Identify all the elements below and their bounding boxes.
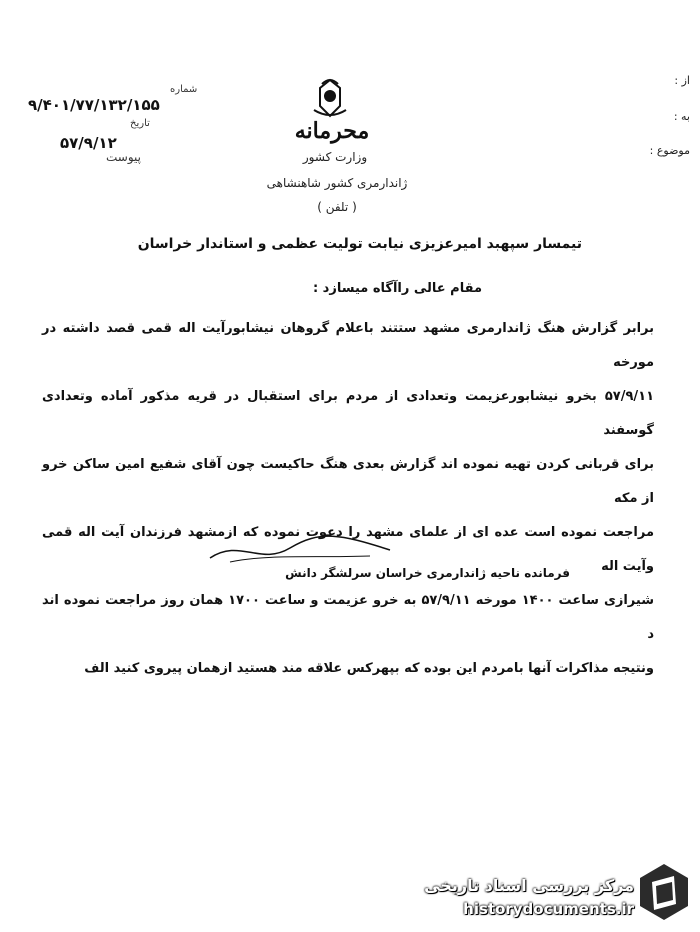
letter-body xyxy=(42,312,654,686)
watermark-logo-icon xyxy=(638,862,690,922)
number-value: ۹/۴۰۱/۷۷/۱۳۲/۱۵۵ xyxy=(28,96,160,114)
subject-label: موضوع : xyxy=(649,144,690,157)
body-line-3: برای قربانی کردن تهیه نموده اند گزارش بعدی هنگ حاکیست چون آقای شفیع امین ساکن خرو از مکه xyxy=(42,457,654,506)
from-label: از : xyxy=(674,74,690,87)
addressee: تیمسار سپهبد امیرعزیزی نیابت تولیت عظمی و استاندار خراسان xyxy=(137,236,582,252)
watermark-name: مرکز بررسی اسناد تاریخی xyxy=(424,876,634,895)
signature-line: فرمانده ناحیه ژاندارمری خراسان سرلشگر دانش xyxy=(285,566,570,580)
salutation: مقام عالی راآگاه میسازد : xyxy=(312,281,482,296)
body-line-1: برابر گزارش هنگ ژاندارمری مشهد ستتند باعلام گروهان نیشابورآیت اله قمی قصد داشته در مورخه xyxy=(42,321,654,370)
date-value: ۵۷/۹/۱۲ xyxy=(60,134,117,152)
body-line-6: ونتیجه مذاکرات آنها بامردم این بوده که بپهرکس علاقه مند هستید ازهمان پیروی کنید الف xyxy=(84,661,654,676)
attachment-label: پیوست xyxy=(106,150,141,164)
ministry-name: وزارت کشور xyxy=(302,150,368,164)
classification-stamp: محرمانه xyxy=(294,118,370,144)
body-line-4: مراجعت نموده است عده ای از علمای مشهد را دعوت نموده که ازمشهد فرزندان آیت اله قمی وآیت اله xyxy=(42,525,654,574)
handwritten-signature-icon xyxy=(200,528,400,568)
date-label: تاریخ xyxy=(130,118,150,129)
watermark-url: historydocuments.ir xyxy=(463,900,634,918)
gendarmerie-name: ژاندارمری کشور شاهنشاهی xyxy=(266,176,408,190)
lion-and-sun-emblem-icon xyxy=(300,76,360,122)
to-label: به : xyxy=(673,110,690,123)
body-line-2: ۵۷/۹/۱۱ بخرو نیشابورعزیمت وتعدادی از مردم برای استقبال در قریه مذکور آماده وتعدادی گوسفند xyxy=(42,389,654,438)
telephone-line: ( تلفن ) xyxy=(317,200,357,214)
body-line-5: شیرازی ساعت ۱۴۰۰ مورخه ۵۷/۹/۱۱ به خرو عزیمت و ساعت ۱۷۰۰ همان روز مراجعت نموده اند د xyxy=(42,593,654,642)
number-label: شماره xyxy=(170,84,198,95)
